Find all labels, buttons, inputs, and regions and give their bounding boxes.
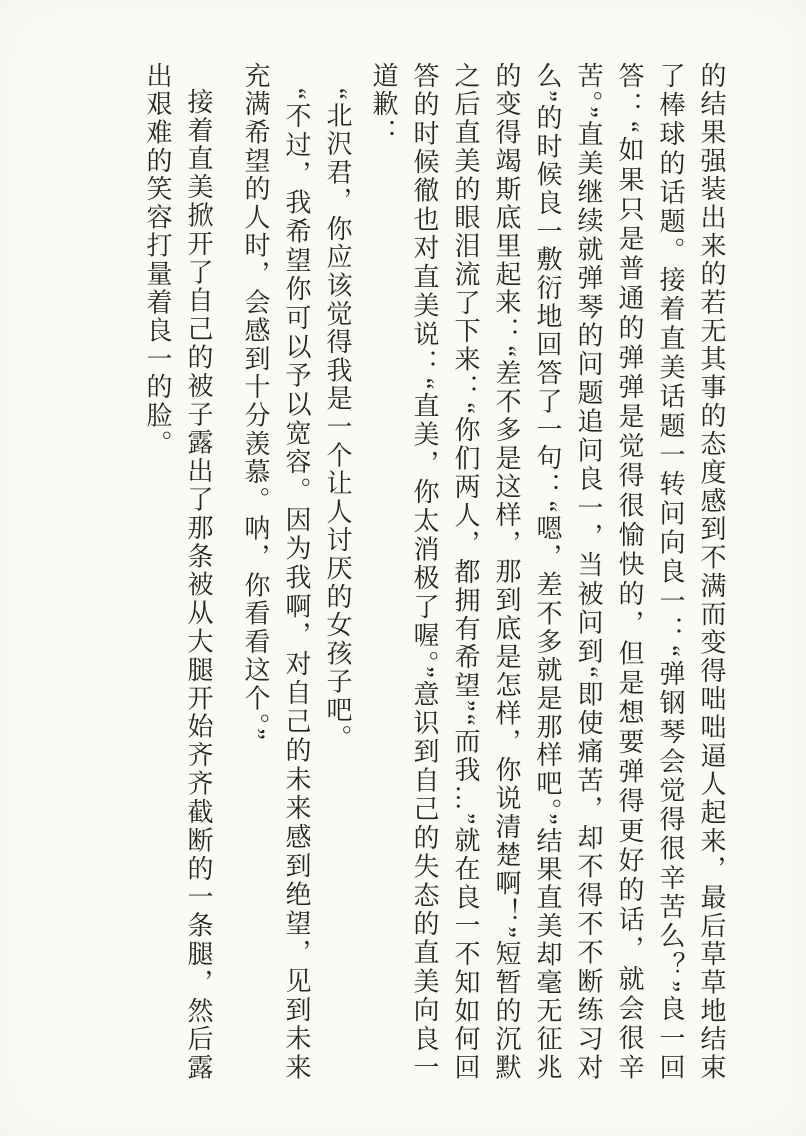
paragraph-dialogue-2: “不过，我希望你可以予以宽容。因为我啊，对自己的未来感到绝望，见到未来充满希望的人时，会感到十分羡慕。呐，你看看这个。” [241, 62, 311, 1082]
paragraph-dialogue-1: “北沢君，你应该觉得我是一个让人讨厌的女孩子吧。 [323, 88, 352, 753]
paragraph-narration: 接着直美掀开了自己的被子露出了那条被从大腿开始齐齐截断的一条腿，然后露出艰难的笑容打量着良一的脸。 [143, 62, 213, 1082]
paragraph-continuation: 的结果强装出来的若无其事的态度感到不满而变得咄咄逼人起来，最后草草地结束了棒球的话题。接着直美话题一转问向良一：“弹钢琴会觉得很辛苦么？”良一回答：“如果只是普通的弹弹是觉得很愉快的，但是想要弹得更好的话，就会很辛苦。”直美继续就弹琴的问题追问良一，当被问到“即使痛苦，却不得不不断练习对么”的时候良一敷衍地回答了一句：“嗯，差不多就是那样吧。”结果直美却毫无征兆的变得竭斯底里起来：“差不多是这样，那到底是怎样，你说清楚啊！”短暂的沉默之后直美的眼泪流了下来：“你们两人，都拥有希望”“而我…”就在良一不知如何回答的时候徹也对直美说：“直美，你太消极了喔。”意识到自己的失态的直美向良一道歉： [369, 62, 726, 1082]
